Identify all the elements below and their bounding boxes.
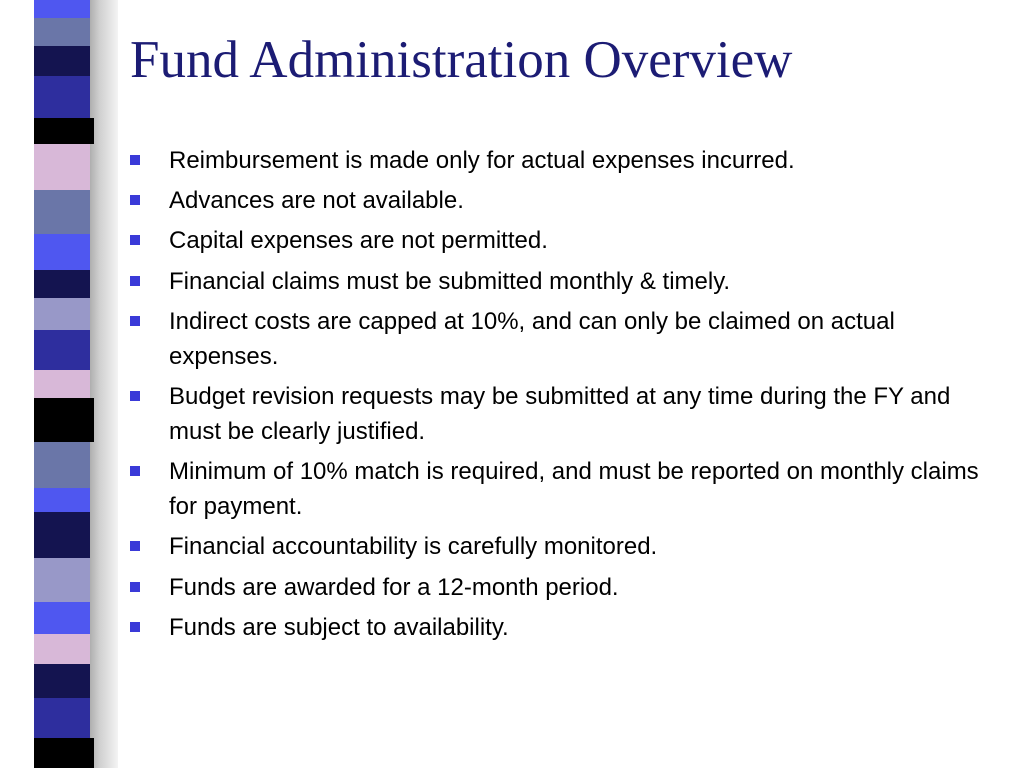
square-bullet-icon: [130, 235, 140, 245]
stripe-segment: [34, 76, 90, 118]
square-bullet-icon: [130, 466, 140, 476]
stripe-segment: [34, 370, 90, 398]
square-bullet-icon: [130, 155, 140, 165]
stripe-segment: [34, 634, 90, 664]
stripe-segment: [34, 664, 90, 698]
stripe-segment: [34, 144, 90, 190]
stripe-segment: [34, 698, 90, 738]
bullet-text: Budget revision requests may be submitted at any time during the FY and must be clearly justified.: [169, 382, 951, 445]
stripe-segment: [34, 602, 90, 634]
bullet-item: [130, 223, 980, 258]
bullet-item: [130, 610, 980, 645]
bullet-text: Indirect costs are capped at 10%, and can only be claimed on actual expenses.: [169, 307, 895, 370]
stripe-segment: [34, 330, 90, 370]
square-bullet-icon: [130, 541, 140, 551]
bullet-item: [130, 143, 980, 178]
bullet-item: [130, 304, 980, 374]
stripe-segment: [34, 46, 90, 76]
stripe-segment: [34, 512, 90, 558]
bullet-text: Funds are subject to availability.: [169, 613, 509, 641]
stripe-segment: [34, 488, 90, 512]
stripe-segment: [34, 118, 94, 144]
square-bullet-icon: [130, 195, 140, 205]
stripe-segment: [34, 270, 90, 298]
stripe-segment: [34, 442, 90, 488]
square-bullet-icon: [130, 316, 140, 326]
bullet-text: Capital expenses are not permitted.: [169, 227, 548, 255]
bullet-item: [130, 529, 980, 564]
stripe-segment: [34, 0, 90, 18]
bullet-text: Financial claims must be submitted monthly & timely.: [169, 267, 731, 295]
bullet-item: [130, 183, 980, 218]
stripe-segment: [34, 558, 90, 602]
stripe-segment: [34, 234, 90, 270]
stripe-segment: [34, 298, 90, 330]
square-bullet-icon: [130, 582, 140, 592]
bullet-item: [130, 379, 980, 449]
bullet-item: [130, 570, 980, 605]
slide-title: Fund Administration Overview: [130, 31, 793, 89]
stripe-segment: [34, 738, 94, 768]
stripe-segment: [34, 190, 90, 234]
square-bullet-icon: [130, 391, 140, 401]
bullet-text: Minimum of 10% match is required, and must be reported on monthly claims for payment.: [169, 458, 979, 521]
bullet-text: Reimbursement is made only for actual expenses incurred.: [169, 147, 795, 174]
bullet-text: Advances are not available.: [169, 187, 464, 215]
bullet-text: Financial accountability is carefully monitored.: [169, 533, 658, 561]
bullet-text: Funds are awarded for a 12-month period.: [169, 573, 619, 601]
square-bullet-icon: [130, 276, 140, 286]
bullet-list: [130, 143, 980, 650]
square-bullet-icon: [130, 622, 140, 632]
stripe-segment: [34, 18, 90, 46]
bullet-item: [130, 454, 980, 524]
decorative-stripe-bar: [34, 0, 96, 768]
stripe-segment: [34, 398, 94, 442]
bullet-item: [130, 264, 980, 299]
